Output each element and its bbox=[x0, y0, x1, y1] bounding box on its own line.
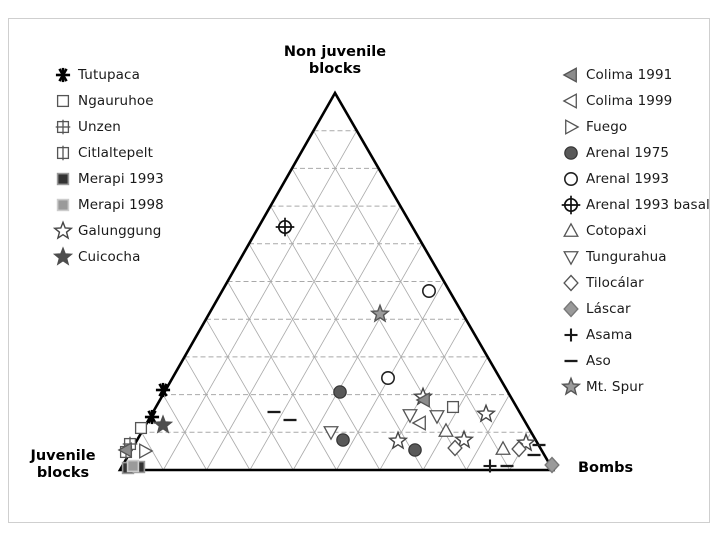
legend-item-label: Merapi 1993 bbox=[78, 171, 164, 187]
diamond-open-icon bbox=[556, 270, 586, 296]
data-point-cuicocha bbox=[155, 416, 172, 432]
legend-item-citlaltepelt bbox=[48, 140, 164, 166]
square-filled-dark-icon bbox=[48, 166, 78, 192]
triangle-left-open-glyph bbox=[564, 94, 576, 108]
legend-item-label: Tilocálar bbox=[586, 275, 644, 291]
square-open-icon bbox=[48, 88, 78, 114]
triangle-down-open-glyph bbox=[564, 252, 578, 264]
legend-item-label: Cuicocha bbox=[78, 249, 141, 265]
legend-item-colima-1991 bbox=[556, 62, 710, 88]
legend-item-arenal-1993-basal bbox=[556, 192, 710, 218]
data-point-arenal-1975 bbox=[337, 434, 349, 446]
legend-item-cuicocha bbox=[48, 244, 164, 270]
grid-line-left-diagonal bbox=[271, 206, 424, 470]
circle-open-glyph bbox=[565, 173, 577, 185]
grid-line-right-diagonal bbox=[250, 206, 401, 470]
data-points-layer bbox=[119, 218, 559, 474]
legend-item-merapi-1998 bbox=[48, 192, 164, 218]
grid-line-left-diagonal bbox=[185, 357, 250, 470]
square-vbar-glyph bbox=[58, 146, 69, 161]
legend-item-label: Cotopaxi bbox=[586, 223, 647, 239]
asterisk-glyph bbox=[56, 68, 70, 82]
legend-item-label: Tungurahua bbox=[586, 249, 667, 265]
legend-item-tungurahua bbox=[556, 244, 710, 270]
triangle-down-open-icon bbox=[556, 244, 586, 270]
legend-item-label: Arenal 1975 bbox=[586, 145, 670, 161]
square-open-glyph bbox=[58, 96, 69, 107]
axis-label-top-line1: Non juvenile bbox=[283, 44, 387, 60]
triangle-up-open-icon bbox=[556, 218, 586, 244]
square-crossed-glyph bbox=[56, 120, 71, 135]
data-point-tungurahua bbox=[324, 427, 338, 439]
axis-label-right: Bombs bbox=[578, 460, 634, 476]
legend-item-ngauruhoe bbox=[48, 88, 164, 114]
legend-item-label: Aso bbox=[586, 353, 611, 369]
grid-line-left-diagonal bbox=[228, 282, 337, 471]
legend-item-l-scar bbox=[556, 296, 710, 322]
axis-label-top bbox=[255, 44, 415, 77]
axis-label-left-line2: blocks bbox=[36, 464, 90, 481]
data-point-arenal-1975 bbox=[334, 386, 346, 398]
legend-item-label: Citlaltepelt bbox=[78, 145, 153, 161]
legend-item-merapi-1993 bbox=[48, 166, 164, 192]
legend-item-tutupaca bbox=[48, 62, 164, 88]
legend-item-label: Arenal 1993 bbox=[586, 171, 670, 187]
data-point-fuego bbox=[140, 444, 152, 458]
star-filled-icon bbox=[48, 244, 78, 270]
legend-item-label: Colima 1999 bbox=[586, 93, 673, 109]
data-point-galunggung bbox=[390, 432, 407, 448]
square-vbar-icon bbox=[48, 140, 78, 166]
data-point-tungurahua bbox=[430, 411, 444, 423]
legend-item-label: Fuego bbox=[586, 119, 628, 135]
triangle-left-open-icon bbox=[556, 88, 586, 114]
triangle-left-filled-icon bbox=[556, 62, 586, 88]
legend-item-label: Galunggung bbox=[78, 223, 162, 239]
data-point-cotopaxi bbox=[496, 442, 510, 454]
legend-item-cotopaxi bbox=[556, 218, 710, 244]
axis-label-top-line2: blocks bbox=[308, 60, 362, 77]
diamond-filled-glyph bbox=[564, 302, 578, 317]
minus-icon bbox=[556, 348, 586, 374]
legend-item-label: Ngauruhoe bbox=[78, 93, 154, 109]
data-point-ngauruhoe bbox=[136, 423, 147, 434]
diamond-open-glyph bbox=[564, 276, 578, 291]
triangle-right-open-glyph bbox=[566, 120, 578, 134]
square-filled-dark-glyph bbox=[58, 174, 69, 185]
legend-item-colima-1999 bbox=[556, 88, 710, 114]
plus-icon bbox=[556, 322, 586, 348]
legend-item-unzen bbox=[48, 114, 164, 140]
legend-item-label: Asama bbox=[586, 327, 633, 343]
axis-label-left-line1: Juvenile bbox=[30, 448, 96, 464]
legend-item-label: Arenal 1993 basal bbox=[586, 197, 710, 213]
data-point-arenal-1993 bbox=[382, 372, 394, 384]
axis-label-left bbox=[8, 448, 118, 481]
triangle-right-open-icon bbox=[556, 114, 586, 140]
grid-layer bbox=[142, 131, 532, 470]
legend-item-asama bbox=[556, 322, 710, 348]
circle-crossed-glyph bbox=[562, 196, 581, 215]
grid-line-right-diagonal bbox=[163, 131, 356, 470]
circle-open-icon bbox=[556, 166, 586, 192]
circle-crossed-icon bbox=[556, 192, 586, 218]
legend-item-label: Unzen bbox=[78, 119, 121, 135]
legend-item-label: Láscar bbox=[586, 301, 631, 317]
legend-item-galunggung bbox=[48, 218, 164, 244]
data-point-tungurahua bbox=[403, 410, 417, 422]
legend-item-arenal-1993 bbox=[556, 166, 710, 192]
square-filled-gray-glyph bbox=[58, 200, 69, 211]
legend-item-aso bbox=[556, 348, 710, 374]
legend-item-mt-spur bbox=[556, 374, 710, 400]
data-point-arenal-1975 bbox=[409, 444, 421, 456]
triangle-up-open-glyph bbox=[564, 224, 578, 236]
legend-item-label: Tutupaca bbox=[78, 67, 140, 83]
legend-right bbox=[556, 62, 710, 400]
star-open-glyph bbox=[55, 222, 72, 238]
legend-item-fuego bbox=[556, 114, 710, 140]
data-point-merapi-1998 bbox=[128, 461, 139, 472]
star-filled-glyph bbox=[55, 248, 72, 264]
plus-glyph bbox=[565, 329, 578, 342]
legend-item-arenal-1975 bbox=[556, 140, 710, 166]
square-filled-gray-icon bbox=[48, 192, 78, 218]
legend-item-label: Merapi 1998 bbox=[78, 197, 164, 213]
circle-filled-glyph bbox=[565, 147, 577, 159]
square-crossed-icon bbox=[48, 114, 78, 140]
star-filled-gray-glyph bbox=[563, 378, 580, 394]
circle-filled-icon bbox=[556, 140, 586, 166]
legend-item-tiloc-lar bbox=[556, 270, 710, 296]
legend-item-label: Colima 1991 bbox=[586, 67, 673, 83]
star-open-icon bbox=[48, 218, 78, 244]
data-point-ngauruhoe bbox=[448, 402, 459, 413]
star-filled-gray-icon bbox=[556, 374, 586, 400]
diamond-filled-icon bbox=[556, 296, 586, 322]
data-point-arenal-1993 bbox=[423, 285, 435, 297]
legend-left bbox=[48, 62, 164, 270]
triangle-left-filled-glyph bbox=[564, 68, 576, 82]
legend-item-label: Mt. Spur bbox=[586, 379, 644, 395]
asterisk-icon bbox=[48, 62, 78, 88]
data-point-colima-1999 bbox=[413, 416, 425, 430]
